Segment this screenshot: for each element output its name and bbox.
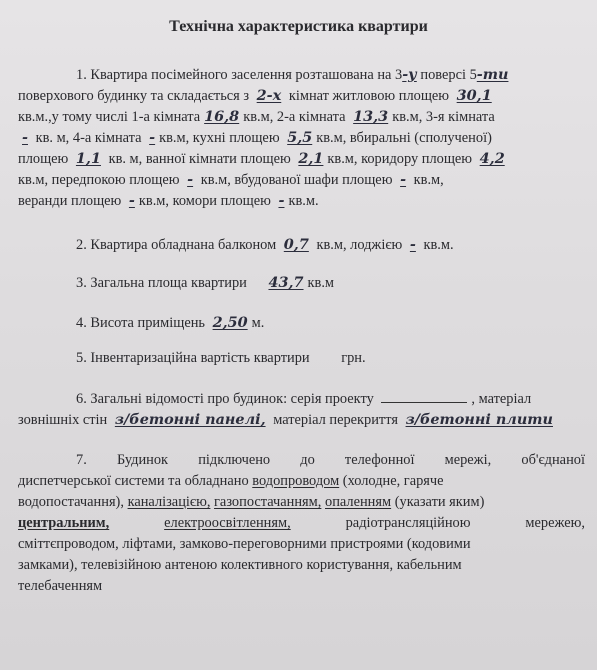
- s7-line-3: водопостачання), каналізацією, газопостачанням, опаленням (указати яким): [18, 494, 485, 510]
- total-area: 43,7: [268, 274, 304, 291]
- section-1: [18, 64, 585, 211]
- s7-line-5: сміттєпроводом, ліфтами, замково-переговорними пристроями (кодовими: [18, 536, 471, 552]
- s1-line-6: кв.м, передпокою площею - кв.м, вбудованої шафи площею - кв.м,: [18, 171, 444, 188]
- s1-line-2: поверхового будинку та складається з 2-х кімнат житловою площею 30,1: [18, 85, 585, 106]
- section-4: 4. Висота приміщень 2,50 м.: [76, 314, 265, 331]
- s7-line-6: замками), телевізійною антеною колективного користування, кабельним: [18, 557, 462, 573]
- living-area: 30,1: [456, 87, 492, 104]
- s1-line-1: 1. Квартира посімейного заселення розташована на 3-у поверсі 5-ти: [76, 66, 509, 83]
- s1-line-4: - кв. м, 4-а кімната - кв.м, кухні площею 5,5 кв.м, вбиральні (сполученої): [18, 127, 585, 148]
- veranda-area: -: [128, 192, 135, 209]
- kitchen-area: 5,5: [287, 129, 313, 146]
- room4-area: -: [149, 129, 156, 146]
- floors-material: з/бетонні плити: [405, 411, 553, 428]
- s7-line-4: центральним, електроосвітленням, радіотрансляційною мережею,: [18, 513, 585, 534]
- section-3: 3. Загальна площа квартири 43,7 кв.м: [76, 274, 335, 291]
- heating-type: центральним,: [18, 515, 110, 531]
- s1-line-3: кв.м.,у тому числі 1-а кімната 16,8 кв.м, 2-а кімната 13,3 кв.м, 3-я кімната: [18, 108, 495, 125]
- room3-area: -: [22, 129, 28, 146]
- closet-area: -: [400, 171, 407, 188]
- section-6: 6. Загальні відомості про будинок: серія проекту , матеріал зовнішніх стін з/бетонні панелі, матеріал перекриття з/бетонні плити: [18, 388, 585, 430]
- sewerage: каналізацією,: [127, 494, 211, 510]
- section-7: [18, 450, 585, 597]
- s7-line-7: телебаченням: [18, 578, 103, 594]
- section-5: 5. Інвентаризаційна вартість квартири грн.: [76, 350, 366, 366]
- document-title: Технічна характеристика квартири: [169, 18, 428, 35]
- water-supply: водопроводом: [252, 473, 340, 489]
- s1-line-7: веранди площею - кв.м, комори площею - кв.м.: [18, 192, 319, 209]
- loggia-area: -: [409, 236, 416, 253]
- electric-lighting: електроосвітленням,: [164, 515, 291, 531]
- s7-line-1: 7. Будинок підключено до телефонної мережі, об'єднаної: [76, 452, 585, 468]
- balcony-area: 0,7: [283, 236, 309, 253]
- bathroom-area: 2,1: [298, 150, 324, 167]
- gas-supply: газопостачанням,: [214, 494, 322, 510]
- corridor-area: 4,2: [479, 150, 505, 167]
- hallway-area: -: [187, 171, 194, 188]
- rooms-count: 2-х: [256, 87, 282, 104]
- storage-area: -: [278, 192, 285, 209]
- room1-area: 16,8: [204, 108, 240, 125]
- floors-suffix: -ти: [476, 66, 509, 83]
- heating: опаленням: [325, 494, 392, 510]
- walls-material: з/бетонні панелі,: [114, 411, 266, 428]
- toilet-area: 1,1: [75, 150, 101, 167]
- section-2: 2. Квартира обладнана балконом 0,7 кв.м, лоджією - кв.м.: [76, 236, 454, 253]
- room2-area: 13,3: [353, 108, 389, 125]
- s1-line-5: площею 1,1 кв. м, ванної кімнати площею 2,1 кв.м, коридору площею 4,2: [18, 148, 585, 169]
- ceiling-height: 2,50: [212, 314, 248, 331]
- project-series-blank: [381, 388, 467, 403]
- floor-suffix: -у: [402, 66, 417, 83]
- s7-line-2: диспетчерської системи та обладнано водопроводом (холодне, гаряче: [18, 473, 444, 489]
